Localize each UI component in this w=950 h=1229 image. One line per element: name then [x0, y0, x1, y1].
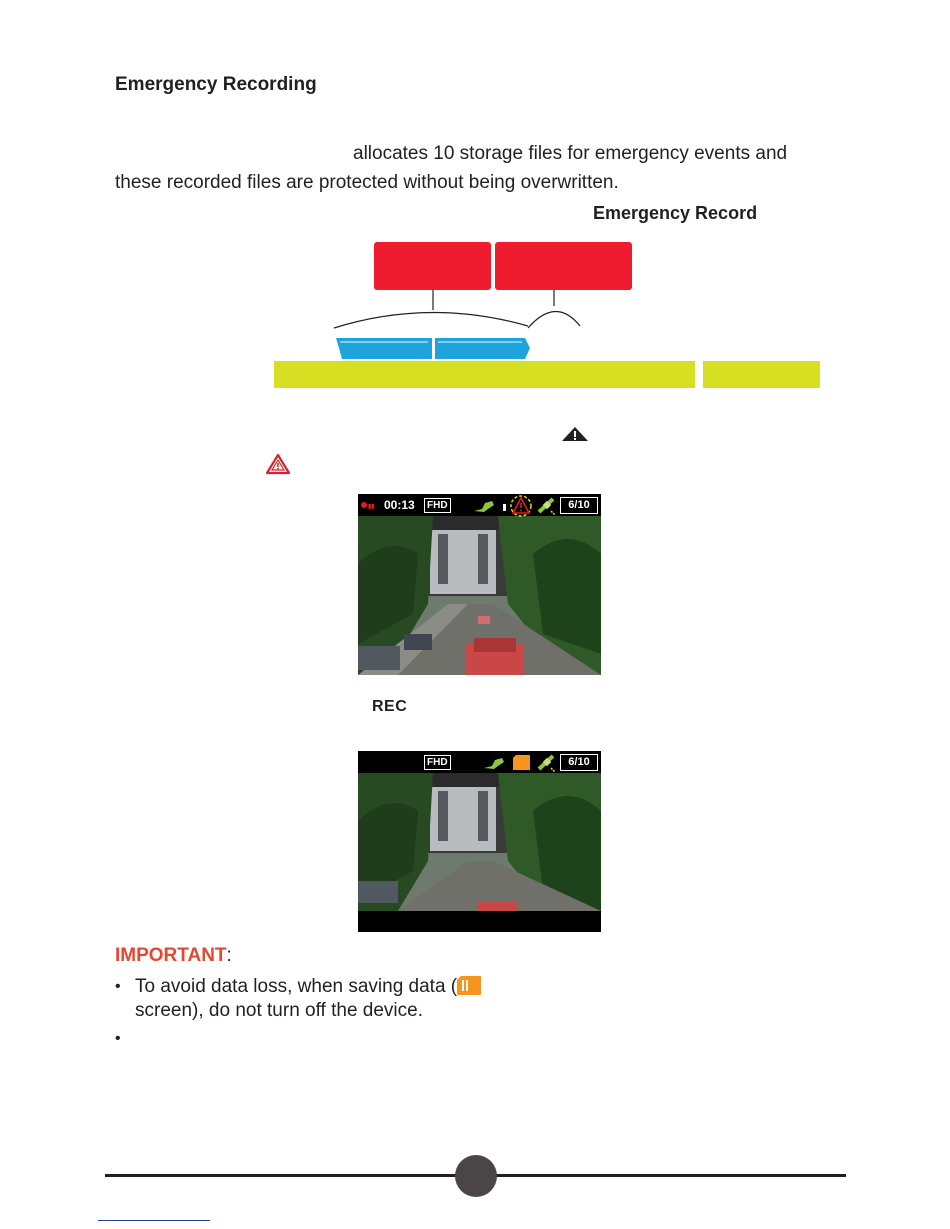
- important-colon: :: [226, 945, 232, 966]
- page-number-badge: [455, 1155, 497, 1197]
- bullet-marker: •: [115, 1030, 121, 1047]
- bottom-link-underline: [98, 1220, 210, 1221]
- timeline-bar-end: [703, 361, 820, 388]
- rec-label: REC: [372, 698, 408, 715]
- file-counter: 6/10: [560, 497, 598, 514]
- warning-icon-red: [265, 453, 291, 475]
- gps-satellite-icon: [536, 496, 558, 516]
- gps-satellite-icon-2: [536, 753, 558, 773]
- intro-line-1: allocates 10 storage files for emergency events and: [353, 143, 788, 164]
- resolution-badge-2: FHD: [424, 755, 451, 770]
- important-heading: [115, 945, 232, 967]
- section-title: Emergency Recording: [115, 74, 317, 95]
- timeline-bar: [274, 361, 695, 388]
- bullet-marker: •: [115, 978, 121, 995]
- divider-mark: [503, 504, 506, 511]
- bullet-item: [115, 975, 835, 1023]
- file-counter-2: 6/10: [560, 754, 598, 771]
- warning-icon-black: [561, 426, 589, 442]
- intro-line-2: these recorded files are protected without being overwritten.: [115, 172, 619, 193]
- bullet-1-text-b: screen), do not turn off the device.: [135, 1000, 423, 1021]
- rec-dot-icon: [361, 502, 367, 508]
- emergency-warning-icon: [508, 495, 534, 517]
- camera-scene: [358, 494, 601, 675]
- post-event-segment: [495, 242, 632, 290]
- important-label: IMPORTANT: [115, 945, 227, 966]
- sd-card-icon: [457, 976, 481, 995]
- power-icon-2: [482, 754, 506, 770]
- resolution-badge: FHD: [424, 498, 451, 513]
- camera-scene-2: [358, 751, 601, 932]
- camera-screen-saving: [358, 751, 601, 932]
- intro-paragraph: [115, 139, 835, 197]
- camera-screen-recording: [358, 494, 601, 675]
- sd-card-saving-icon: [513, 755, 531, 770]
- bracket-arc-2: [528, 311, 580, 328]
- record-timer: 00:13: [384, 498, 415, 512]
- bullet-1-text-a: To avoid data loss, when saving data (: [135, 976, 458, 997]
- emergency-record-label: Emergency Record: [593, 203, 758, 223]
- rec-tag-icon: ▮▮: [368, 504, 375, 510]
- bracket-arc-1: [334, 312, 528, 328]
- power-icon: [472, 497, 496, 513]
- important-bullets: [115, 975, 835, 1049]
- bullet-item: [115, 1027, 835, 1049]
- pre-event-segment: [374, 242, 491, 290]
- timeline-brackets: [320, 288, 600, 363]
